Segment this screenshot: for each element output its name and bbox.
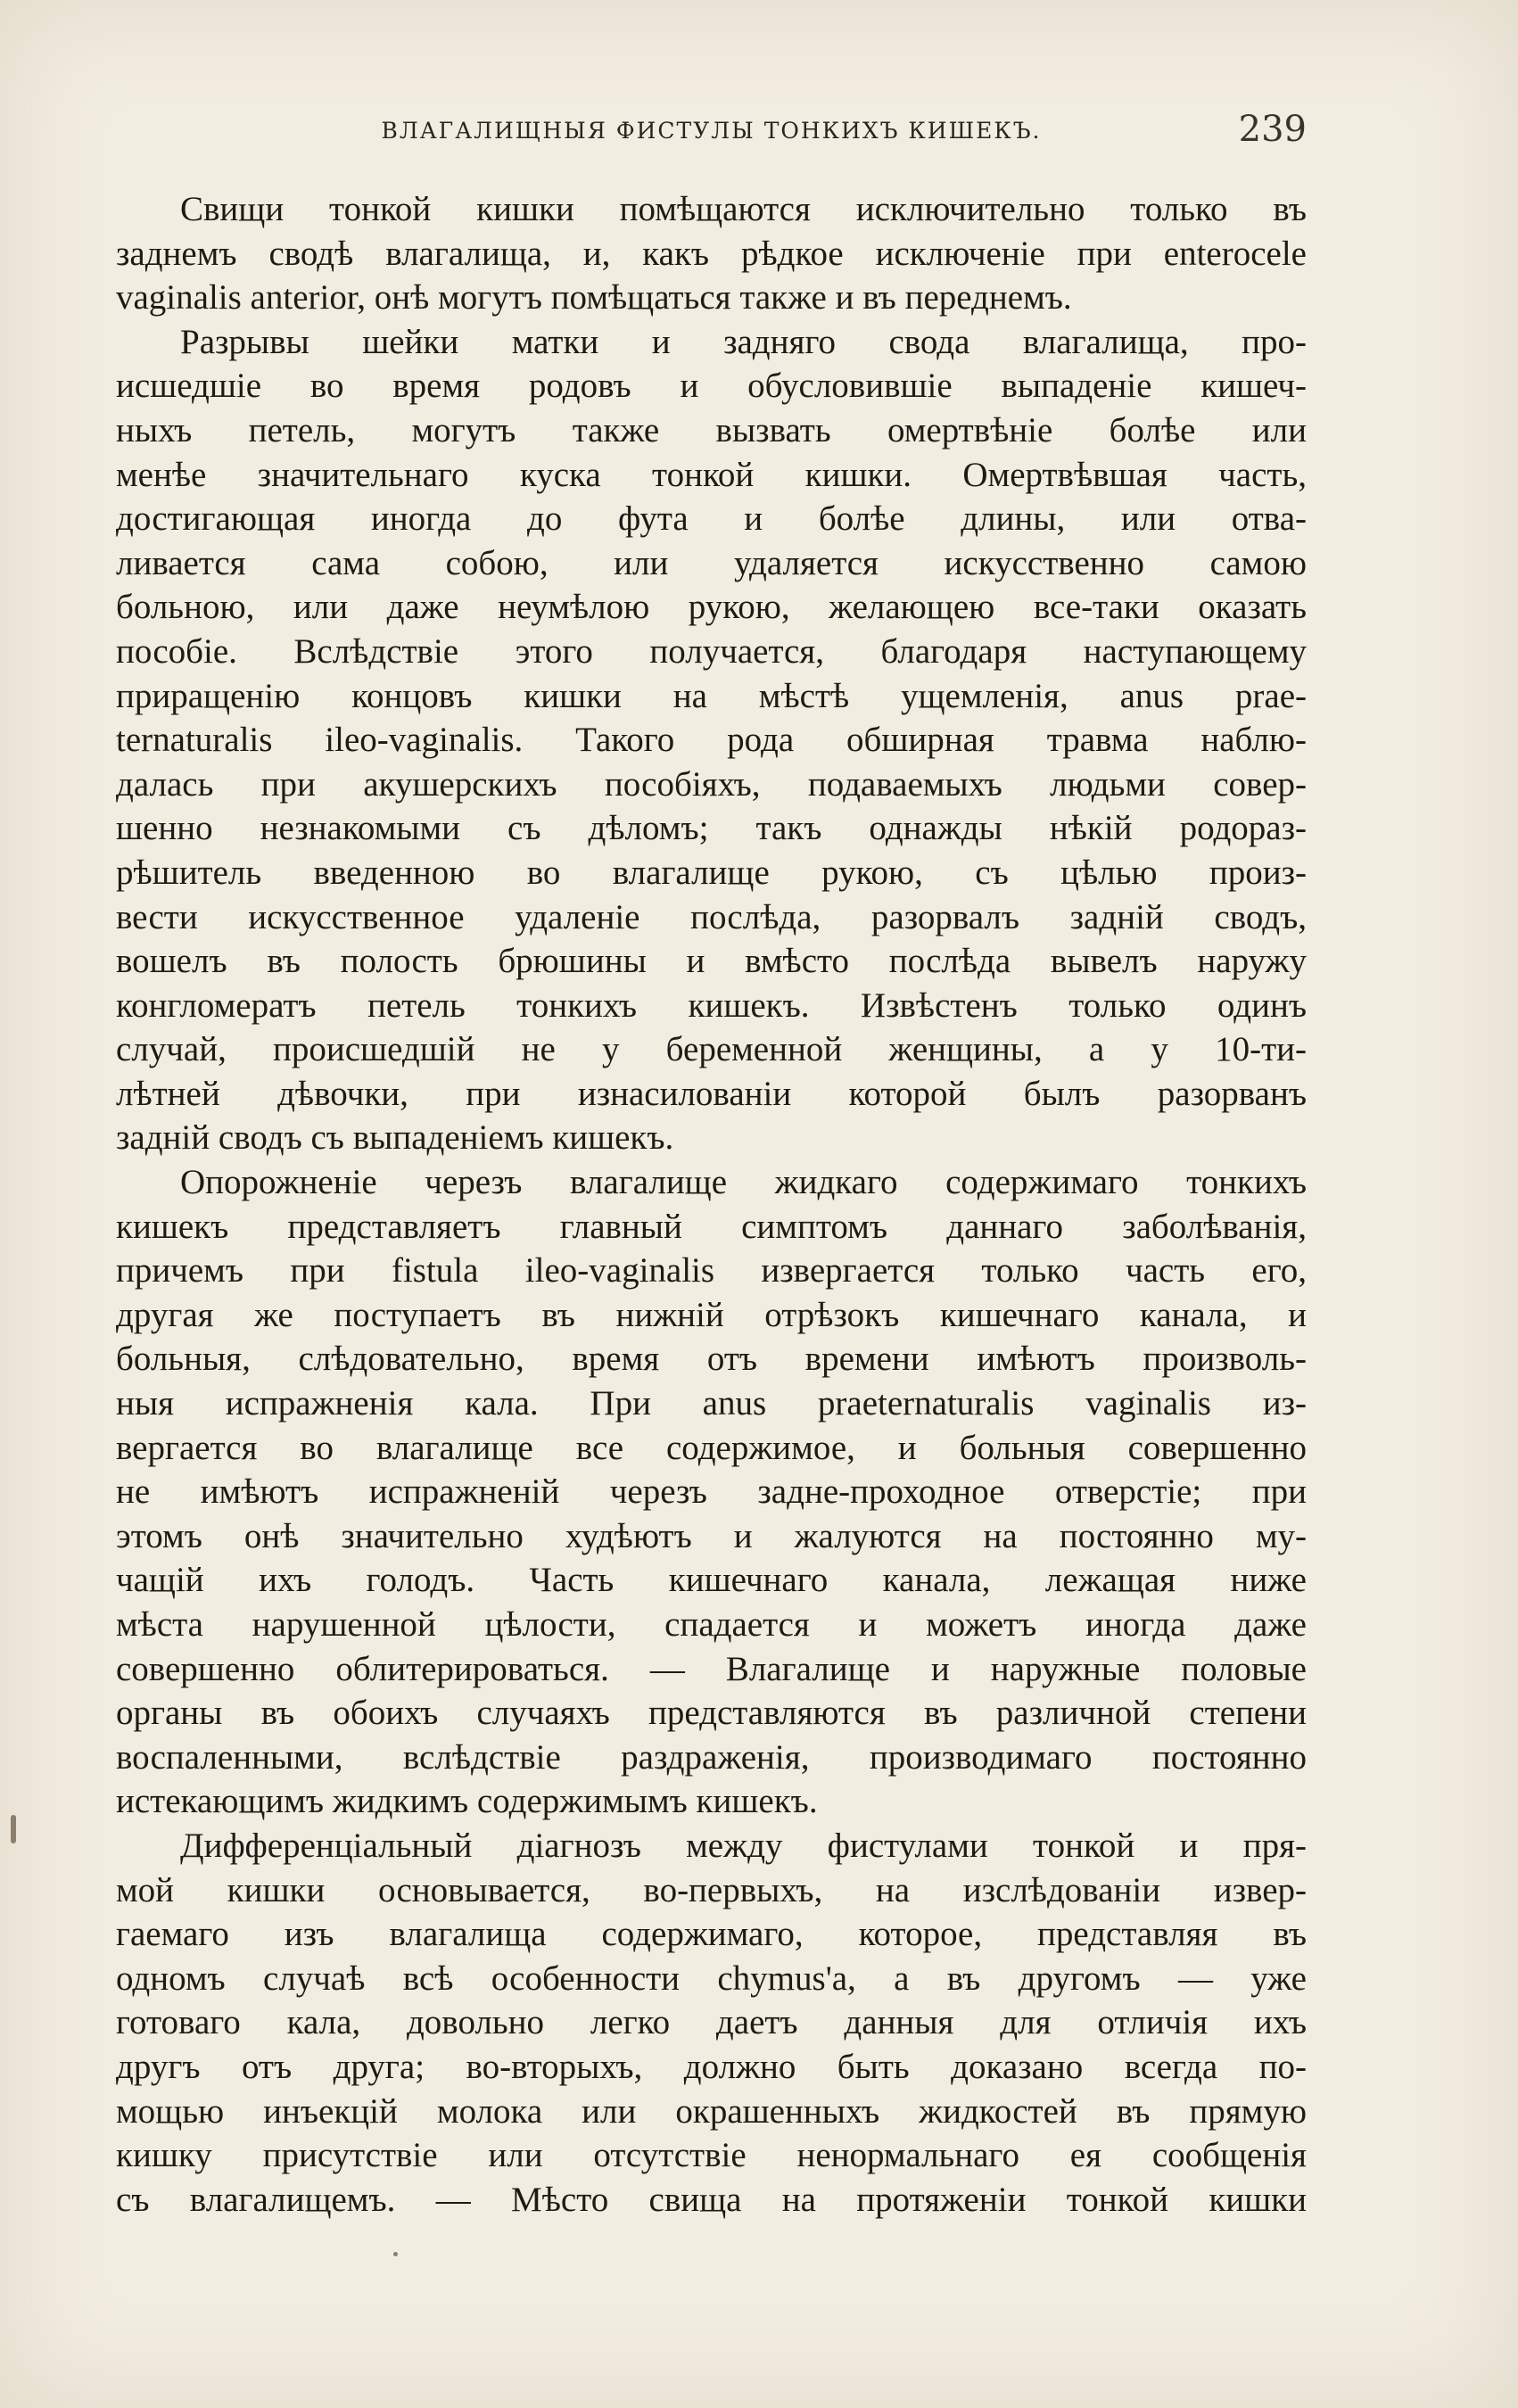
text-line: не имѣютъ испражненій черезъ задне-проходное отверстіе; при [116, 1472, 1307, 1512]
text-line: ныхъ петель, могутъ также вызвать омертвѣніе болѣе или [116, 410, 1307, 449]
margin-mark [393, 2252, 398, 2256]
text-line: исшедшіе во время родовъ и обусловившіе выпаденіе кишеч- [116, 367, 1307, 406]
text-line: приращенію концовъ кишки на мѣстѣ ущемленія, anus prae- [116, 676, 1307, 715]
text-line: лѣтней дѣвочки, при изнасилованіи которой былъ разорванъ [116, 1074, 1307, 1113]
text-line: больною, или даже неумѣлою рукою, желающею все-таки оказать [116, 588, 1307, 627]
text-line: другая же поступаетъ въ нижній отрѣзокъ кишечнаго канала, и [116, 1295, 1307, 1334]
text-line: вергается во влагалище все содержимое, и больныя совершенно [116, 1428, 1307, 1467]
text-line: вести искусственное удаленіе послѣда, разорвалъ задній сводъ, [116, 897, 1307, 936]
text-line: истекающимъ жидкимъ содержимымъ кишекъ. [116, 1782, 818, 1821]
text-line: съ влагалищемъ. — Мѣсто свища на протяженіи тонкой кишки [116, 2180, 1307, 2219]
text-line: менѣе значительнаго куска тонкой кишки. Омертвѣвшая часть, [116, 455, 1307, 494]
text-line: этомъ онѣ значительно худѣютъ и жалуются на постоянно му- [116, 1516, 1307, 1555]
text-line: другъ отъ друга; во-вторыхъ, должно быть доказано всегда по- [116, 2047, 1307, 2086]
text-line: гаемаго изъ влагалища содержимаго, которое, представляя въ [116, 1915, 1307, 1954]
text-line: готоваго кала, довольно легко даетъ данныя для отличія ихъ [116, 2003, 1307, 2042]
running-head: ВЛАГАЛИЩНЫЯ ФИСТУЛЫ ТОНКИХЪ КИШЕКЪ. [381, 118, 1042, 144]
text-line: заднемъ сводѣ влагалища, и, какъ рѣдкое исключеніе при enterocele [116, 234, 1307, 273]
text-line: случай, происшедшій не у беременной женщины, а у 10-ти- [116, 1030, 1307, 1069]
text-line: кишку присутствіе или отсутствіе ненормальнаго ея сообщенія [116, 2136, 1307, 2175]
text-line: ternaturalis ileo-vaginalis. Такого рода обширная травма наблю- [116, 721, 1307, 760]
text-line: органы въ обоихъ случаяхъ представляются въ различной степени [116, 1694, 1307, 1733]
text-line: Свищи тонкой кишки помѣщаются исключительно только въ [180, 190, 1307, 228]
text-line: пособіе. Вслѣдствіе этого получается, благодаря наступающему [116, 631, 1307, 671]
text-line: мѣста нарушенной цѣлости, спадается и можетъ иногда даже [116, 1605, 1307, 1644]
text-line: vaginalis anterior, онѣ могутъ помѣщаться также и въ переднемъ. [116, 278, 1072, 317]
text-line: ныя испражненія кала. При anus praeternaturalis vaginalis из- [116, 1384, 1307, 1423]
text-line: больныя, слѣдовательно, время отъ времени имѣютъ произволь- [116, 1340, 1307, 1379]
text-line: задній сводъ съ выпаденіемъ кишекъ. [116, 1118, 674, 1158]
text-line: рѣшитель введенною во влагалище рукою, съ цѣлью произ- [116, 853, 1307, 892]
body-text [116, 187, 1307, 2222]
text-line: чащій ихъ голодъ. Часть кишечнаго канала, лежащая ниже [116, 1561, 1307, 1600]
text-line: совершенно облитерироваться. — Влагалище и наружные половые [116, 1649, 1307, 1688]
text-line: Опорожненіе черезъ влагалище жидкаго содержимаго тонкихъ [180, 1163, 1307, 1202]
text-line: одномъ случаѣ всѣ особенности chymus'а, а въ другомъ — уже [116, 1959, 1307, 1998]
margin-mark [11, 1815, 16, 1843]
text-line: мой кишки основывается, во-первыхъ, на изслѣдованіи извер- [116, 1870, 1307, 1909]
text-line: воспаленными, вслѣдствіе раздраженія, производимаго постоянно [116, 1737, 1307, 1777]
text-line: шенно незнакомыми съ дѣломъ; такъ однажды нѣкій родораз- [116, 809, 1307, 848]
text-line: мощью инъекцій молока или окрашенныхъ жидкостей въ прямую [116, 2091, 1307, 2131]
text-line: Разрывы шейки матки и задняго свода влагалища, про- [180, 322, 1307, 361]
text-line: ливается сама собою, или удаляется искусственно самою [116, 543, 1307, 582]
text-line: кишекъ представляетъ главный симптомъ даннаго заболѣванія, [116, 1207, 1307, 1246]
text-line: достигающая иногда до фута и болѣе длины, или отва- [116, 499, 1307, 539]
text-line: вошелъ въ полость брюшины и вмѣсто послѣда вывелъ наружу [116, 942, 1307, 981]
page-header [116, 109, 1307, 162]
text-line: далась при акушерскихъ пособіяхъ, подаваемыхъ людьми совер- [116, 764, 1307, 804]
text-line: Дифференціальный діагнозъ между фистулами тонкой и пря- [180, 1826, 1307, 1865]
page-number: 239 [1238, 109, 1307, 150]
text-line: причемъ при fistula ileo-vaginalis извергается только часть его, [116, 1251, 1307, 1291]
text-line: конгломератъ петель тонкихъ кишекъ. Извѣстенъ только одинъ [116, 985, 1307, 1025]
